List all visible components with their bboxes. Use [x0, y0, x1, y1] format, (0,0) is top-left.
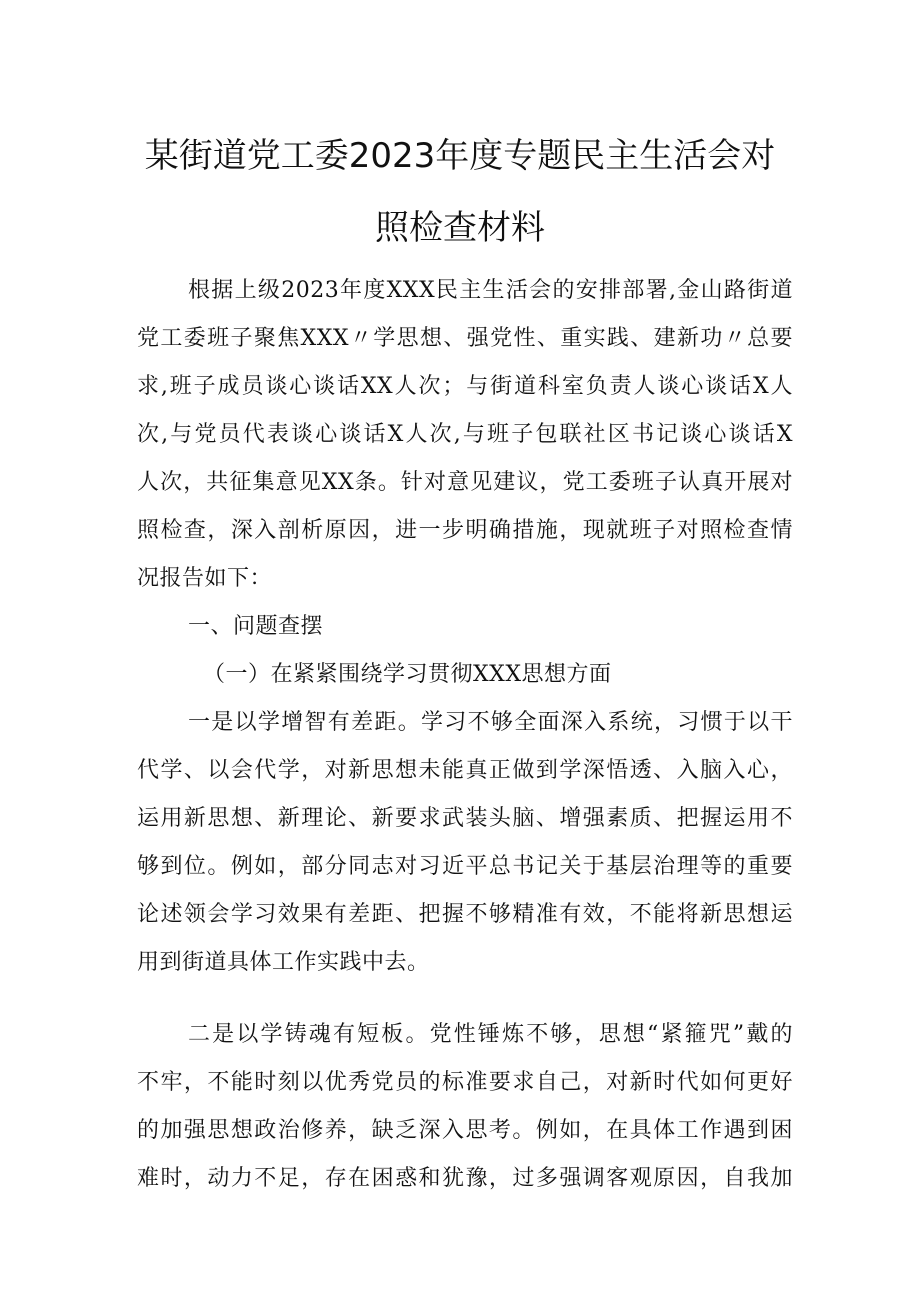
document-title-line-1: 某街道党工委2023年度专题民主生活会对	[144, 136, 776, 176]
intro-line-4: 次,与党员代表谈心谈话X人次,与班子包联社区书记谈心谈话X	[137, 422, 793, 447]
para1-line-5: 论述领会学习效果有差距、把握不够精准有效，不能将新思想运	[137, 902, 793, 927]
para2-line-3: 的加强思想政治修养，缺乏深入思考。例如，在具体工作遇到困	[137, 1118, 793, 1143]
subsection-heading-1: （一）在紧紧围绕学习贯彻XXX思想方面	[203, 662, 612, 687]
para2-line-2: 不牢，不能时刻以优秀党员的标准要求自己，对新时代如何更好	[137, 1070, 793, 1095]
intro-line-2: 党工委班子聚焦XXX〃学思想、强党性、重实践、建新功〃总要	[137, 326, 793, 351]
intro-line-1: 根据上级2023年度XXX民主生活会的安排部署,金山路街道	[188, 278, 793, 303]
para2-line-4: 难时，动力不足，存在困惑和犹豫，过多强调客观原因，自我加	[137, 1166, 793, 1191]
para1-line-4: 够到位。例如，部分同志对习近平总书记关于基层治理等的重要	[137, 854, 793, 879]
section-heading-problems: 一、问题查摆	[188, 614, 324, 639]
para1-line-1: 一是以学增智有差距。学习不够全面深入系统，习惯于以干	[188, 710, 793, 735]
intro-line-6: 照检查，深入剖析原因，进一步明确措施，现就班子对照检查情	[137, 518, 793, 543]
intro-line-7: 况报告如下：	[137, 566, 273, 591]
para1-line-2: 代学、以会代学，对新思想未能真正做到学深悟透、入脑入心，	[137, 758, 793, 783]
intro-line-5: 人次，共征集意见XX条。针对意见建议，党工委班子认真开展对	[137, 470, 793, 495]
para1-line-6: 用到街道具体工作实践中去。	[137, 950, 430, 975]
intro-line-3: 求,班子成员谈心谈话XX人次；与街道科室负责人谈心谈话X人	[137, 374, 793, 399]
para2-line-1: 二是以学铸魂有短板。党性锤炼不够，思想“紧箍咒”戴的	[188, 1022, 793, 1047]
para1-line-3: 运用新思想、新理论、新要求武装头脑、增强素质、把握运用不	[137, 806, 793, 831]
document-title-line-2: 照检查材料	[375, 208, 545, 248]
